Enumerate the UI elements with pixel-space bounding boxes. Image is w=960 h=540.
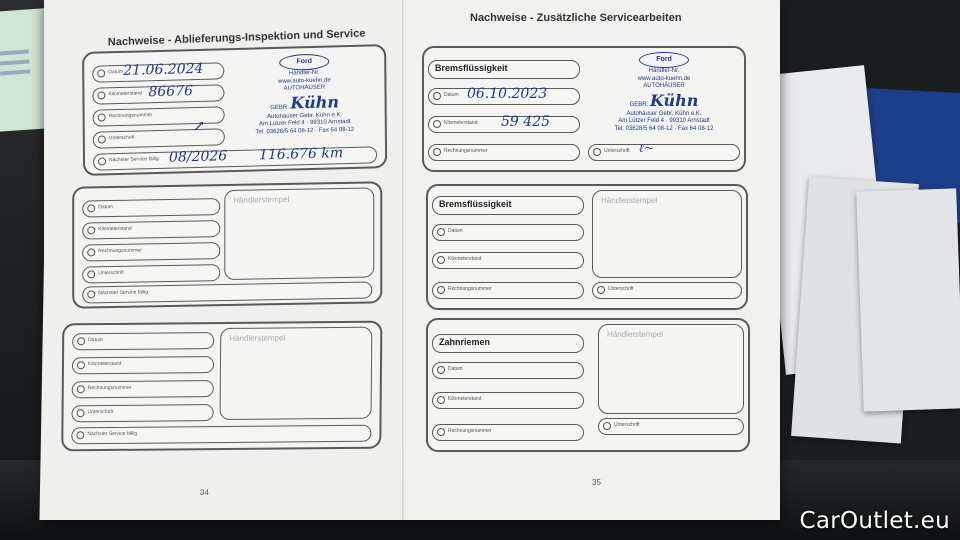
date-field xyxy=(432,362,584,379)
next-service-field xyxy=(71,425,371,445)
stamp-line: Tel. 03628/5 64 08-12 · Fax 64 08-12 xyxy=(255,126,355,135)
next-service-label: Nächster Service fällig xyxy=(108,155,159,164)
bullet-icon xyxy=(433,120,441,128)
bullet-icon xyxy=(77,361,85,369)
signature-field xyxy=(598,418,744,435)
next-service-label: Nächster Service fällig xyxy=(98,289,148,297)
bullet-icon xyxy=(437,286,445,294)
km-field xyxy=(432,392,584,409)
stamp-line: www.auto-kuehn.de xyxy=(277,76,331,85)
invoice-label: Rechnungsnummer xyxy=(98,247,142,255)
ford-logo: Ford xyxy=(279,54,329,71)
page-number: 35 xyxy=(592,478,601,487)
stamp-box-label: Händlerstempel xyxy=(229,333,286,343)
bullet-icon xyxy=(77,337,85,345)
bullet-icon xyxy=(437,366,445,374)
invoice-field xyxy=(428,144,580,161)
date-label: Datum xyxy=(448,366,463,372)
section-title-text: Bremsflüssigkeit xyxy=(439,199,512,209)
signature-field xyxy=(71,404,213,422)
bullet-icon xyxy=(76,431,84,439)
signature-label: Unterschrift xyxy=(608,286,634,292)
signature-field xyxy=(588,141,740,161)
invoice-label: Rechnungsnummer xyxy=(87,384,132,392)
stamp-box-label: Händlerstempel xyxy=(233,194,290,205)
stamp-line: Autohäuser Gebr. Kühn e.K. xyxy=(267,111,343,120)
right-page xyxy=(406,0,780,520)
inspection-entry-1 xyxy=(82,44,387,176)
stamp-line: Händler-Nr. xyxy=(288,69,320,77)
km-label: Kilometerstand xyxy=(448,256,482,262)
bullet-icon xyxy=(87,248,95,256)
date-field xyxy=(72,332,214,350)
bullet-icon xyxy=(97,91,105,99)
stamp-line: GEBR. xyxy=(270,104,289,111)
signature-field xyxy=(592,282,742,299)
service-entry-brake-fluid-2 xyxy=(426,184,748,310)
left-page xyxy=(39,0,408,520)
paper-sheet xyxy=(856,188,960,411)
invoice-field xyxy=(432,424,584,441)
inspection-entry-2 xyxy=(72,181,382,308)
handwritten-date: 06.10.2023 xyxy=(467,86,548,102)
handwritten-date: 21.06.2024 xyxy=(123,60,204,79)
bullet-icon xyxy=(437,256,445,264)
handwritten-signature: ℓ~ xyxy=(639,141,655,155)
km-label: Kilometerstand xyxy=(448,396,482,402)
stamp-name: Kühn xyxy=(649,90,699,110)
date-label: Datum xyxy=(108,68,124,76)
handwritten-next-service-km: 116.676 km xyxy=(258,145,344,164)
km-field xyxy=(92,84,224,104)
left-page-header: Nachweise - Ablieferungs-Inspektion und Service xyxy=(107,27,366,49)
stamp-line: Händler-Nr. xyxy=(648,68,680,74)
page-number: 34 xyxy=(199,488,209,497)
signature-label: Unterschrift xyxy=(98,269,124,277)
bullet-icon xyxy=(87,204,95,212)
handwritten-next-service: 08/2026 xyxy=(168,148,228,166)
stamp-name: Kühn xyxy=(290,91,340,113)
dealer-stamp-box xyxy=(224,187,374,280)
handwritten-km: 86676 xyxy=(148,83,194,101)
date-label: Datum xyxy=(444,92,459,98)
stamp-line: GEBR. xyxy=(629,101,649,108)
date-label: Datum xyxy=(88,337,103,344)
invoice-field xyxy=(82,242,220,261)
site-watermark: CarOutlet.eu xyxy=(799,508,950,534)
bullet-icon xyxy=(97,69,105,77)
bullet-icon xyxy=(593,148,601,156)
bullet-icon xyxy=(98,135,106,143)
bullet-icon xyxy=(87,226,95,234)
signature-label: Unterschrift xyxy=(108,134,135,142)
km-field xyxy=(72,356,214,374)
stamp-box-label: Händlerstempel xyxy=(601,196,658,205)
bullet-icon xyxy=(433,148,441,156)
signature-label: Unterschrift xyxy=(604,148,630,154)
date-label: Datum xyxy=(448,228,463,234)
km-field xyxy=(428,116,580,133)
invoice-label: Rechnungsnummer xyxy=(108,112,153,120)
date-field xyxy=(428,88,580,105)
inspection-entry-3 xyxy=(61,321,382,452)
km-label: Kilometerstand xyxy=(87,360,122,368)
bullet-icon xyxy=(77,409,85,417)
bullet-icon xyxy=(597,286,605,294)
bullet-icon xyxy=(437,428,445,436)
ford-logo: Ford xyxy=(639,52,689,68)
invoice-label: Rechnungsnummer xyxy=(448,286,492,292)
handwritten-signature: ↗ xyxy=(192,116,206,136)
bullet-icon xyxy=(98,157,106,165)
signature-field xyxy=(82,264,220,283)
invoice-field xyxy=(72,380,214,398)
date-field xyxy=(92,62,224,82)
dealer-stamp-box xyxy=(220,327,373,420)
stamp-line: Autohäuser Gebr. Kühn e.K. xyxy=(626,110,702,117)
km-label: Kilometerstand xyxy=(98,225,132,233)
km-label: Kilometerstand xyxy=(108,90,142,98)
bullet-icon xyxy=(437,228,445,236)
invoice-label: Rechnungsnummer xyxy=(448,428,492,434)
bullet-icon xyxy=(77,385,85,393)
service-entry-timing-belt xyxy=(426,318,750,452)
dealer-stamp-box xyxy=(592,190,742,278)
handwritten-km: 59 425 xyxy=(501,114,550,130)
section-title xyxy=(432,334,584,353)
stamp-line: www.auto-kuehn.de xyxy=(637,75,691,82)
date-label: Datum xyxy=(98,204,113,211)
invoice-label: Rechnungsnummer xyxy=(444,148,488,154)
bullet-icon xyxy=(603,422,611,430)
section-title xyxy=(432,196,584,215)
date-field xyxy=(82,198,220,217)
stamp-box-label: Händlerstempel xyxy=(607,330,664,339)
section-title-text: Zahnriemen xyxy=(439,337,491,347)
section-title xyxy=(428,60,580,79)
km-field xyxy=(432,252,584,269)
invoice-field xyxy=(432,282,584,299)
signature-label: Unterschrift xyxy=(87,408,114,416)
bullet-icon xyxy=(437,396,445,404)
dealer-stamp xyxy=(234,52,375,137)
stamp-line: Am Lützer Feld 4 · 99310 Arnstadt xyxy=(618,118,710,124)
date-field xyxy=(432,224,584,241)
stamp-line: Am Lützer Feld 4 · 99310 Arnstadt xyxy=(259,118,351,128)
dealer-stamp-box xyxy=(598,324,744,414)
km-field xyxy=(82,220,220,239)
dealer-stamp xyxy=(594,52,734,133)
paper-stack xyxy=(760,70,960,440)
service-entry-brake-fluid-1 xyxy=(422,46,746,172)
stamp-line: Tel. 03628/5 64 08-12 · Fax 64 08-12 xyxy=(614,125,714,132)
bullet-icon xyxy=(433,92,441,100)
next-service-field xyxy=(93,146,377,170)
km-label: Kilometerstand xyxy=(444,120,478,126)
bullet-icon xyxy=(98,113,106,121)
section-title-text: Bremsflüssigkeit xyxy=(435,63,508,73)
signature-label: Unterschrift xyxy=(614,422,640,428)
next-service-label: Nächster Service fällig xyxy=(87,430,138,438)
bullet-icon xyxy=(87,290,95,298)
stamp-line: AUTOHÄUSER xyxy=(643,83,685,89)
next-service-field xyxy=(82,281,372,303)
bullet-icon xyxy=(87,270,95,278)
right-page-header: Nachweise - Zusätzliche Servicearbeiten xyxy=(470,12,682,24)
stamp-line: AUTOHÄUSER xyxy=(283,84,326,92)
service-booklet xyxy=(44,0,780,520)
